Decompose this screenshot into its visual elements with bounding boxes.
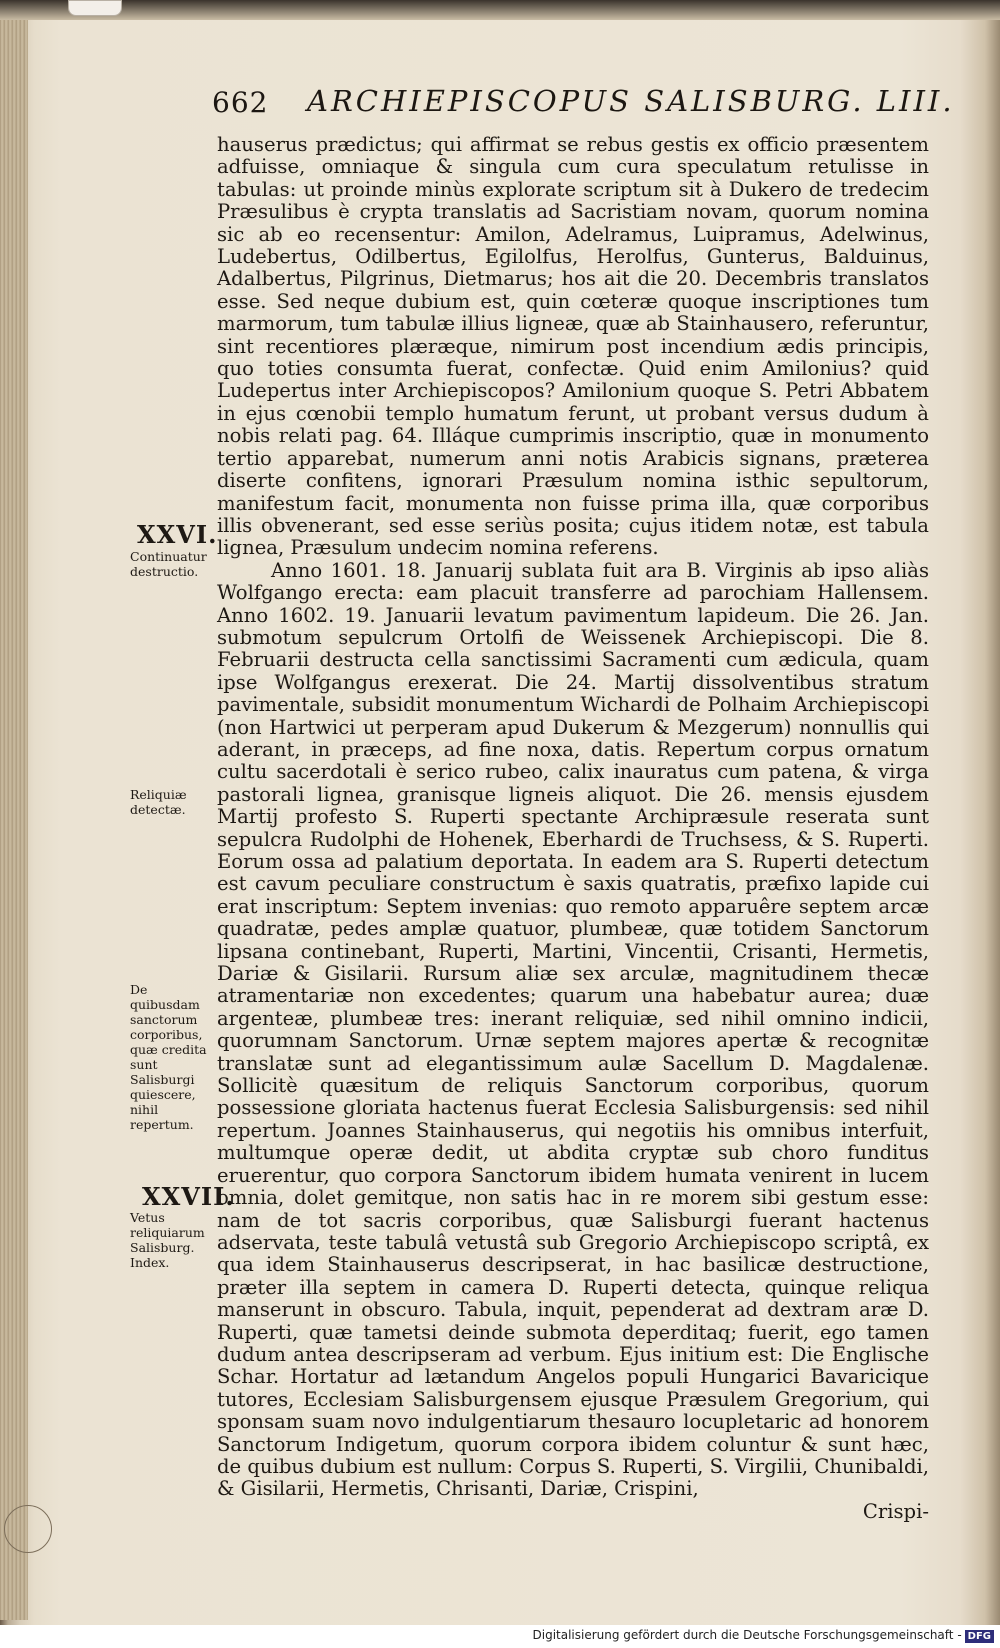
page-number: 662 — [212, 86, 269, 119]
digitization-footer — [0, 1625, 1000, 1648]
margin-note-reliquiae: Reliquiæ detectæ. — [130, 787, 187, 817]
page-leaves-edge — [0, 20, 28, 1620]
dfg-credit-text: Digitalisierung gefördert durch die Deutsche Forschungsgemeinschaft - — [532, 1628, 962, 1642]
section-number-xxvii: XXVII. — [142, 1182, 235, 1211]
running-head: ARCHIEPISCOPUS SALISBURG. LIII. — [307, 84, 955, 118]
body-text — [217, 134, 929, 1523]
catchword: Crispi- — [862, 1499, 929, 1523]
margin-note-continuatur: Continuatur destructio. — [130, 549, 207, 579]
dfg-credit — [533, 1628, 995, 1643]
paragraph-1: hauserus prædictus; qui affirmat se rebus gestis ex officio præsentem adfuisse, omniaque & singula cum cura speculatum retulisse in tabulas: ut proinde minùs explorate scriptum sit à Dukero de tredecim Præsulibus è crypta translatis ad Sacristiam novam, quorum nomina sic ab eo recensentur: Amilon, Adelramus, Luipramus, Adelwinus, Ludebertus, Odilbertus, Egilolfus, Herolfus, Gunterus, Balduinus, Adalbertus, Pilgrinus, Dietmarus; hos ait die 20. Decembris translatos esse. Sed neque dubium est, quin cœteræ quoque inscriptiones tum marmorum, tum tabulæ illius ligneæ, quæ ab Stainhausero, referuntur, sint recentiores plæræque, nimirum post incendium ædis principis, quo toties consumta fuerat, confectæ. Quid enim Amilonius? quid Ludepertus inter Archiepiscopos? Amilonium quoque S. Petri Abbatem in ejus cœnobii templo humatum ferunt, ut probant versus dudum à nobis relati pag. 64. Illáque cumprimis inscriptio, quæ in monumento tertio apparebat, numerum anni notis Arabicis signans, præterea diserte confitens, ignorari Præsulum nomina isthic sepultorum, manifestum facit, monumenta non fuisse prima illa, quæ corporibus illis obvenerant, sed esse seriùs posita; cujus itidem notæ, est tabula lignea, Præsulum undecim nomina referens. — [217, 133, 929, 560]
book-page — [30, 12, 985, 1617]
section-number-xxvi: XXVI. — [137, 520, 218, 549]
margin-note-vetus-index: Vetus reliquiarum Salisburg. Index. — [130, 1210, 205, 1270]
dfg-logo-icon: DFG — [965, 1630, 994, 1643]
page-header — [212, 86, 972, 132]
margin-note-de-quibusdam: De quibusdam sanctorum corporibus, quæ credita sunt Salisburgi quiescere, nihil repertum. — [130, 982, 207, 1132]
paragraph-2: Anno 1601. 18. Januarij sublata fuit ara B. Virginis ab ipso aliàs Wolfgango erecta: eam placuit transferre ad parochiam Hallensem. Anno 1602. 19. Januarii levatum pavimentum lapideum. Die 26. Jan. submotum sepulcrum Ortolfi de Weissenek Archiepiscopi. Die 8. Februarii destructa cella sanctissimi Sacramenti cum ædicula, quam ipse Wolfgangus erexerat. Die 24. Martij dissolventibus stratum pavimentale, subsidit monumentum Wichardi de Polhaim Archiepiscopi (non Hartwici ut perperam apud Dukerum & Mezgerum) nonnullis qui aderant, in præceps, ad fine noxa, datis. Repertum corpus ornatum cultu sacerdotali è serico rubeo, calix inauratus cum patena, & virga pastorali lignea, granisque ligneis aliquot. Die 26. mensis ejusdem Martij profesto S. Ruperti spectante Archipræsule reserata sunt sepulcra Rudolphi de Hohenek, Eberhardi de Truchsess, & S. Ruperti. Eorum ossa ad palatium deportata. In eadem ara S. Ruperti detectum est cavum peculiare constructum è saxis quatratis, præfixo lapide cui erat inscriptum: Septem invenias: quo remoto apparuêre septem arcæ quadratæ, pedes amplæ quatuor, plumbeæ, quæ totidem Sanctorum lipsana continebant, Ruperti, Martini, Vincentii, Crisanti, Hermetis, Dariæ & Gisilarii. Rursum aliæ sex arculæ, magnitudinem thecæ atramentariæ non excedentes; quarum una habebatur aurea; duæ argenteæ, plumbeæ tres: inerant reliquiæ, sed nihil omnino indicii, quorumnam Sanctorum. Urnæ septem majores apertæ & recognitæ translatæ sunt ad elegantissimum aulæ Sacellum D. Magdalenæ. Sollicitè quæsitum de reliquis Sanctorum corporibus, quorum possessione gloriata hactenus fuerat Ecclesia Salisburgensis: sed nihil repertum. Joannes Stainhauserus, qui negotiis his omnibus interfuit, multumque operæ dedit, ut abdita cryptæ sub choro funditus eruerentur, quo corpora Sanctorum ibidem humata venirent in lucem omnia, dolet gemitque, non satis hac in re morem sibi gestum esse: nam de tot sacris corporibus, quæ Salisburgi fuerant hactenus adservata, teste tabulâ vetustâ sub Gregorio Archiepiscopo scriptâ, ex qua idem Stainhauserus descripserat, in hac basilicæ destructione, præter illa septem in camera D. Ruperti detecta, quinque reliqua manserunt in obscuro. Tabula, inquit, pependerat ad dextram aræ D. Ruperti, quæ tametsi deinde submota deperditaq; fuerit, ego tamen dudum antea descripseram ad verbum. Ejus initium est: Die Englische Schar. Hortatur ad lætandum Angelos populi Hungarici Bavaricique tutores, Ecclesiam Salisburgensem ejusque Præsulem Gregorium, qui sponsam suam novo indulgentiarum thesauro locupletaric ad honorem Sanctorum Indigetum, quorum corpora ibidem coluntur & sunt hæc, de quibus dubium est nullum: Corpus S. Ruperti, S. Virgilii, Chunibaldi, & Gisilarii, Hermetis, Chrisanti, Dariæ, Crispini, — [217, 558, 929, 1501]
